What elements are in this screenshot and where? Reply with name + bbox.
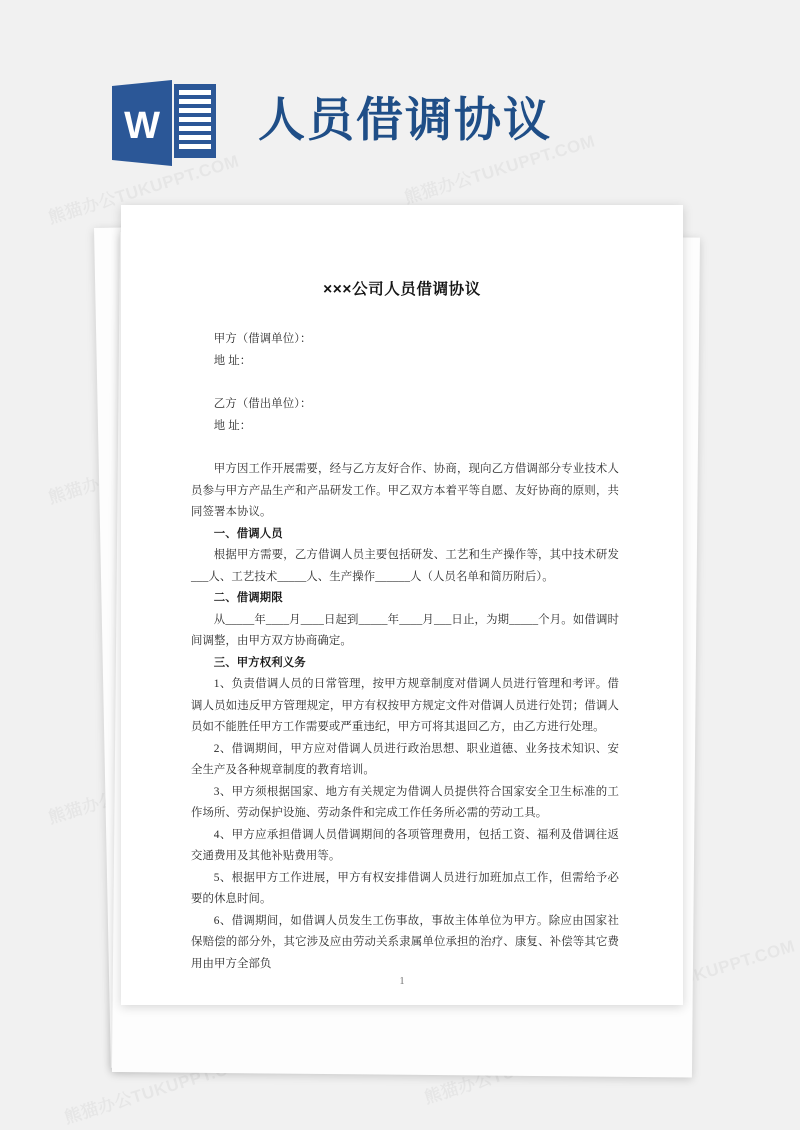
word-document-icon [112, 80, 216, 166]
preamble-paragraph: 甲方因工作开展需要，经与乙方友好合作、协商，现向乙方借调部分专业技术人员参与甲方产品生产和产品研发工作。甲乙双方本着平等自愿、友好协商的原则，共同签署本协议。 [191, 463, 619, 518]
section-3-item-1: 1、负责借调人员的日常管理，按甲方规章制度对借调人员进行管理和考评。借调人员如违反甲方管理规定，甲方有权按甲方规定文件对借调人员进行处罚；借调人员如不能胜任甲方工作需要或严重违纪，甲方可将其退回乙方，由乙方进行处理。 [191, 678, 619, 733]
party-b-label: 乙方（借出单位）： [213, 398, 312, 410]
spacer [121, 299, 683, 329]
section-heading-1: 一、借调人员 [213, 527, 283, 540]
page-number: 1 [399, 976, 405, 987]
document-page-content [121, 205, 683, 1005]
page-header [0, 0, 800, 200]
section-3-item-3: 3、甲方须根据国家、地方有关规定为借调人员提供符合国家安全卫生标准的工作场所、劳动保护设施、劳动条件和完成工作任务所必需的劳动工具。 [191, 785, 619, 819]
section-3-item-4: 4、甲方应承担借调人员借调期间的各项管理费用，包括工资、福利及借调往返交通费用及其他补贴费用等。 [191, 828, 619, 862]
section-3-item-6: 6、借调期间，如借调人员发生工伤事故，事故主体单位为甲方。除应由国家社保赔偿的部分外，其它涉及应由劳动关系隶属单位承担的治疗、康复、补偿等其它费用由甲方全部负 [191, 914, 619, 970]
spacer [191, 372, 619, 394]
party-a-address-label: 地 址： [213, 354, 252, 367]
party-a-label: 甲方（借调单位）： [213, 333, 312, 345]
document-title: ×××公司人员借调协议 [323, 281, 481, 298]
document-page[interactable] [121, 205, 683, 1005]
section-1-paragraph: 根据甲方需要，乙方借调人员主要包括研发、工艺和生产操作等，其中技术研发___人、工艺技术_____人、生产操作______人（人员名单和简历附后）。 [191, 549, 619, 583]
header-title: 人员借调协议 [258, 95, 552, 147]
section-3-item-5: 5、根据甲方工作进展，甲方有权安排借调人员进行加班加点工作，但需给予必要的休息时间。 [191, 871, 619, 905]
spacer [191, 437, 619, 459]
document-body [121, 329, 683, 975]
section-heading-3: 三、甲方权利义务 [213, 656, 306, 669]
section-3-item-2: 2、借调期间，甲方应对借调人员进行政治思想、职业道德、业务技术知识、安全生产及各种规章制度的教育培训。 [191, 742, 619, 776]
svg-text:W: W [124, 105, 160, 147]
party-b-address-label: 地 址： [213, 419, 252, 432]
section-heading-2: 二、借调期限 [213, 592, 283, 604]
section-2-paragraph: 从_____年____月____日起到_____年____月___日止，为期_____个月。如借调时间调整，由甲方双方协商确定。 [191, 613, 619, 647]
